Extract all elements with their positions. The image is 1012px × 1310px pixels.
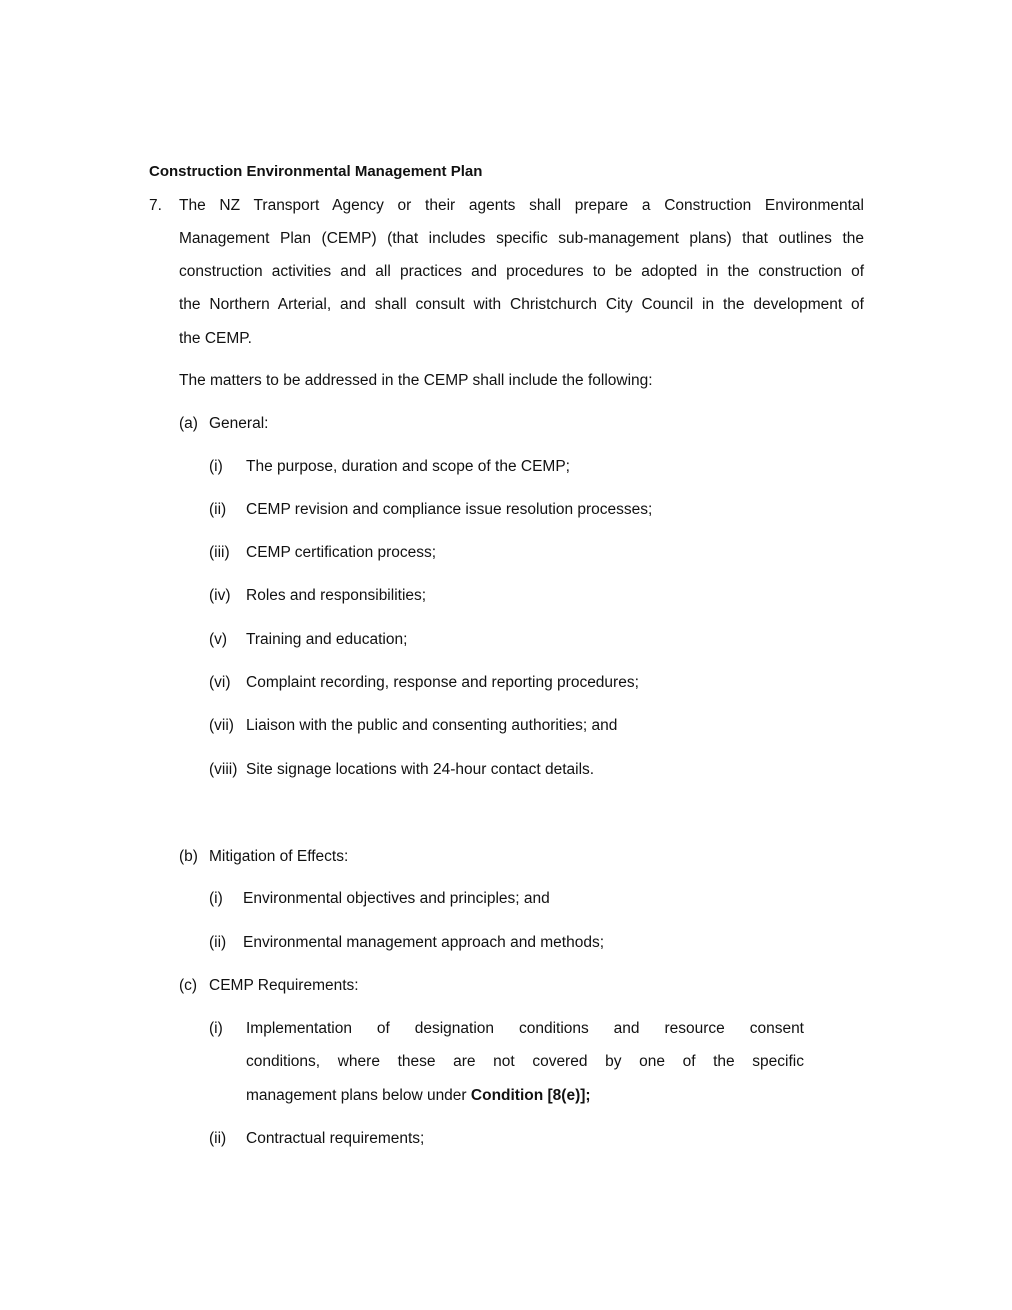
condition-text-line: Management Plan (CEMP) (that includes specific sub-management plans) that outlines the — [179, 230, 864, 247]
item-text: Training and education; — [246, 631, 408, 648]
section-label: (b) — [179, 848, 198, 865]
item-text: Environmental objectives and principles; and — [243, 890, 550, 907]
item-text: Roles and responsibilities; — [246, 587, 427, 604]
item-text: Environmental management approach and methods; — [243, 934, 605, 951]
item-text: Site signage locations with 24-hour contact details. — [246, 761, 595, 778]
section-label: (c) — [179, 977, 198, 994]
condition-text-line: The NZ Transport Agency or their agents shall prepare a Construction Environmental — [179, 197, 864, 214]
section-title: Mitigation of Effects: — [209, 848, 349, 865]
item-text: CEMP certification process; — [246, 544, 437, 561]
section-title: General: — [209, 415, 269, 432]
condition-reference: Condition [8(e)]; — [470, 1087, 591, 1104]
item-label: (ii) — [209, 934, 227, 951]
section-label: (a) — [179, 415, 198, 432]
item-label: (i) — [209, 890, 223, 907]
item-label: (viii) — [209, 761, 238, 778]
item-text-line: Implementation of designation conditions and resource consent — [246, 1020, 804, 1037]
item-text: The purpose, duration and scope of the CEMP; — [246, 458, 570, 475]
condition-text-line: the CEMP. — [179, 330, 252, 347]
section-title: CEMP Requirements: — [209, 977, 359, 994]
matters-intro: The matters to be addressed in the CEMP shall include the following: — [179, 372, 653, 389]
item-label: (ii) — [209, 501, 227, 518]
item-label: (vi) — [209, 674, 231, 691]
item-label: (ii) — [209, 1130, 227, 1147]
item-text-line — [246, 1086, 591, 1106]
item-label: (i) — [209, 458, 223, 475]
item-text-line: conditions, where these are not covered by one of the specific — [246, 1053, 804, 1070]
item-label: (iii) — [209, 544, 230, 561]
condition-text-line: construction activities and all practices and procedures to be adopted in the construction of — [179, 263, 864, 280]
item-label: (i) — [209, 1020, 223, 1037]
item-text: Complaint recording, response and reporting procedures; — [246, 674, 639, 691]
item-text: management plans below under — [246, 1087, 471, 1104]
item-label: (v) — [209, 631, 228, 648]
item-text: CEMP revision and compliance issue resolution processes; — [246, 501, 653, 518]
item-label: (iv) — [209, 587, 231, 604]
item-label: (vii) — [209, 717, 234, 734]
item-text: Contractual requirements; — [246, 1130, 425, 1147]
section-heading: Construction Environmental Management Plan — [149, 163, 483, 180]
item-text: Liaison with the public and consenting authorities; and — [246, 717, 618, 734]
condition-text-line: the Northern Arterial, and shall consult with Christchurch City Council in the development of — [179, 296, 864, 313]
condition-number: 7. — [149, 197, 162, 214]
